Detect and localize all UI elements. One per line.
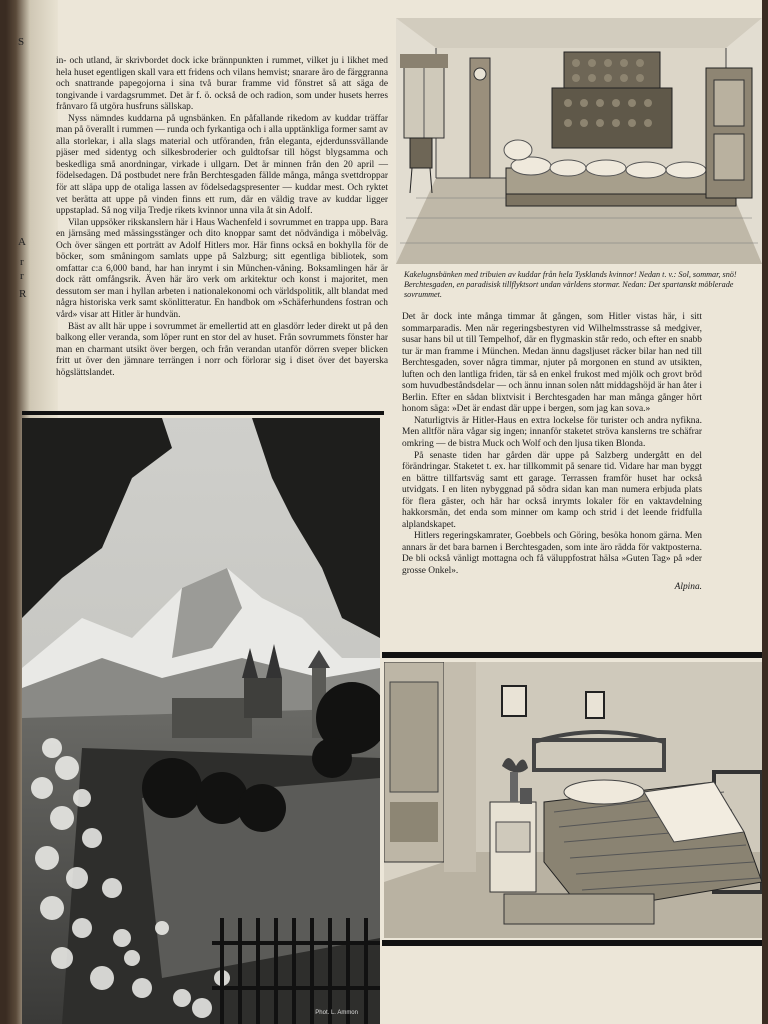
paragraph: Bäst av allt här uppe i sovrummet är emellertid att en glasdörr leder direkt ut på den balkong eller veranda, som löper runt en stor del av huset. Från sovrummets fönster har man en charmant utsikt över bergen, och från verandan utanför dörren sveper blicken fritt ut över den jämnare terrängen i norr och förlorar sig i diset över det bayerska högslättslandet. <box>56 321 388 378</box>
paragraph: Nyss nämndes kuddarna på ugnsbänken. En påfallande rikedom av kuddar träffar man på överallt i rummen — runda och fyrkantiga och i alla upptänkliga former samt av alla storlekar, i alla slags material och utföranden, från eleganta, ejderdunssvällande pjäser med sidentyg och silkesbroderier och guldtofsar till högst blygsamma och beskedliga små anordningar, virkade i ullgarn. Det är minnen från den 20 april — födelsedagen. Då postbudet nere från Berchtesgaden fällde många, många svettdroppar för att släpa upp de otaliga lassen av födelsedagspresenter — kuddar mest. Och ryktet vet berätta att uppe på vinden finns ett rum, där en väldig trave av kuddar ligger uppstaplad. Så nog vilja Tredje rikets kvinnor unna vila åt sin Adolf. <box>56 113 388 217</box>
paragraph: Naturligtvis är Hitler-Haus en extra lockelse för turister och andra nyfikna. Men alltför nära vågar sig ingen; innanför staketet ströva kanslerns tre schäfrar omkring — de bistra Muck och Wolf och den ljusa tiken Blonda. <box>402 415 702 450</box>
bedroom-illustration <box>384 662 762 938</box>
article-right-column <box>402 312 702 593</box>
paragraph: in- och utland, är skrivbordet dock icke brännpunkten i rummet, vilket ju i likhet med hela huset egentligen skall vara ett fridens och vilans hemvist; snarare äro de färggranna och snattrande papegojorna i sina två burar framme vid fönstret så att säga de tongivande i vardagsrummet. Det är f. ö. också de och radion, som under husets herres frånvaro få utgöra husfruns sällskap. <box>56 56 388 113</box>
photo-caption: Kakelugnsbänken med tribuien av kuddar från hela Tysklands kvinnor! Nedan t. v.: Sol, sommar, snö! Berchtesgaden, en paradisisk tillflyktsort undan världens stormar. Nedan: Det spartanskt möblerade sovrummet. <box>404 270 737 299</box>
stove-room-drawing <box>396 18 762 264</box>
stove-room-illustration <box>396 18 762 264</box>
magazine-page <box>6 0 762 1024</box>
margin-letter: r <box>20 256 24 268</box>
paragraph: På senaste tiden har gården där uppe på Salzberg undergått en del förändringar. Staketet t. ex. har tillkommit på senare tid. Vidare har man byggt en bättre tillfartsväg samt ett garage. Terrassen framför huset har också utvidgats. I en liten nybyggnad på södra sidan kan man numera erbjuda plats för flera gäster, och här har också inrymts lokaler för en vaktavdelning hakkorsmän, det enda som minner om kamp och strid i det leende fridfulla alplandskapet. <box>402 450 702 530</box>
landscape-photo-image <box>22 418 380 1024</box>
horizontal-rule <box>22 411 384 415</box>
paragraph: Hitlers regeringskamrater, Goebbels och Göring, besöka honom gärna. Men annars är det bara barnen i Berchtesgaden, som inte äro rädda för vaktposterna. De bli också vänligt mottagna och få väluppfostrat hälsa »Guten Tag» på »der grosse Onkel». <box>402 531 702 577</box>
author-signature: Alpina. <box>674 581 702 592</box>
article-left-column <box>56 56 388 379</box>
berchtesgaden-photo <box>22 418 380 1024</box>
margin-letter: A <box>18 236 26 248</box>
paragraph: Det är dock inte många timmar åt gången, som Hitler vistas här, i sitt sommarparadis. Men när regeringsbestyren vid Wilhelmsstrasse så medgiver, susar hans bil ut till Tempelhof, där en flygmaskin står redo, och efter en snabb tur är man framme i München. Medan ännu dagsljuset räcker bilar han ned till Berchtesgaden, sover några timmar, njuter på morgonen en stund av utsikten, luften och den lantliga friden, tär så en enkel frukost med mjölk och grovt bröd som huvudbeståndsdelar — och ännu innan solen nått middagshöjd är han åter i Berlin. Efter en sådan blixtvisit i Berchtesgaden har man många gånger hört honom säga: »Det är endast där uppe i bergen, som jag kan sova.» <box>402 312 702 415</box>
bedroom-drawing <box>384 662 762 938</box>
paragraph: Vilan uppsöker rikskanslern här i Haus Wachenfeld i sovrummet en trappa upp. Bara en järnsäng med mässingsstänger och dito knoppar samt det nödvändiga i möbelväg. Och över sängen ett porträtt av Adolf Hitlers mor. Här finns också en bokhylla för de böcker, som småningom samlats uppe på Salzburg; sitt egentliga bibliotek, som omfattar c:a 6,000 band, har han inrymt i sin München-våning. Boksamlingen här är dock rätt omfångsrik. Även här äro verk om arkitektur och konst i majoritet, men dessutom ser man i hyllan arbeten i nationalekonomi och världspolitik, allt blandat med några historiska verk samt skönlitteratur. En handbok om »Schäferhundens fostran och vård» visar att Hitler är hundvän. <box>56 217 388 321</box>
photo-credit: Phot. L. Ammon <box>315 1010 358 1016</box>
margin-letter: R <box>19 288 27 300</box>
horizontal-rule <box>382 940 762 946</box>
margin-letter: r <box>20 270 24 282</box>
horizontal-rule <box>382 652 762 658</box>
margin-letter: S <box>18 36 25 48</box>
